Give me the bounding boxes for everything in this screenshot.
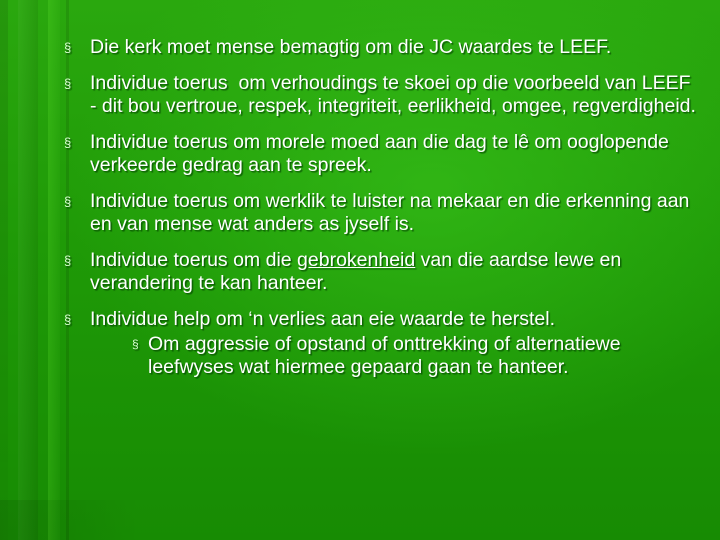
bullet-item bbox=[62, 131, 702, 177]
underlined-word: gebrokenheid bbox=[297, 249, 416, 271]
sub-bullet-item bbox=[90, 333, 702, 379]
bullet-list bbox=[62, 36, 702, 392]
bullet-item bbox=[62, 72, 702, 118]
decorative-stripe bbox=[0, 500, 140, 540]
bullet-marker-icon: § bbox=[64, 76, 72, 91]
sub-bullet-text: Om aggressie of opstand of onttrekking of alternatiewe leefwyses wat hiermee gepaard gaan te hanteer. bbox=[148, 333, 621, 378]
bullet-text: Individue help om ‘n verlies aan eie waarde te herstel. bbox=[90, 308, 556, 330]
bullet-text: Individue toerus om werklik te luister na mekaar en die erkenning aan en van mense wat anders as jyself is. bbox=[90, 190, 690, 235]
decorative-stripe bbox=[48, 0, 60, 540]
bullet-marker-icon: § bbox=[64, 40, 72, 55]
bullet-text-before: Individue toerus om die bbox=[90, 249, 298, 271]
bullet-item bbox=[62, 190, 702, 236]
decorative-stripe bbox=[0, 0, 8, 540]
bullet-text: Individue toerus om morele moed aan die dag te lê om ooglopende verkeerde gedrag aan te spreek. bbox=[90, 131, 669, 176]
bullet-item bbox=[62, 36, 702, 59]
decorative-stripe bbox=[18, 0, 38, 540]
bullet-text-after: van die aardse lewe en verandering te kan hanteer. bbox=[90, 249, 627, 294]
sub-bullet-marker-icon: § bbox=[132, 337, 139, 351]
bullet-text: Die kerk moet mense bemagtig om die JC waardes te LEEF. bbox=[90, 36, 612, 58]
bullet-item bbox=[62, 308, 702, 379]
bullet-marker-icon: § bbox=[64, 312, 72, 327]
bullet-marker-icon: § bbox=[64, 135, 72, 150]
bullet-text: Individue toerus om verhoudings te skoei op die voorbeeld van LEEF - dit bou vertroue, respek, integriteit, eerlikheid, omgee, regverdigheid. bbox=[90, 72, 696, 117]
bullet-marker-icon: § bbox=[64, 253, 72, 268]
bullet-marker-icon: § bbox=[64, 194, 72, 209]
bullet-item bbox=[62, 249, 702, 295]
